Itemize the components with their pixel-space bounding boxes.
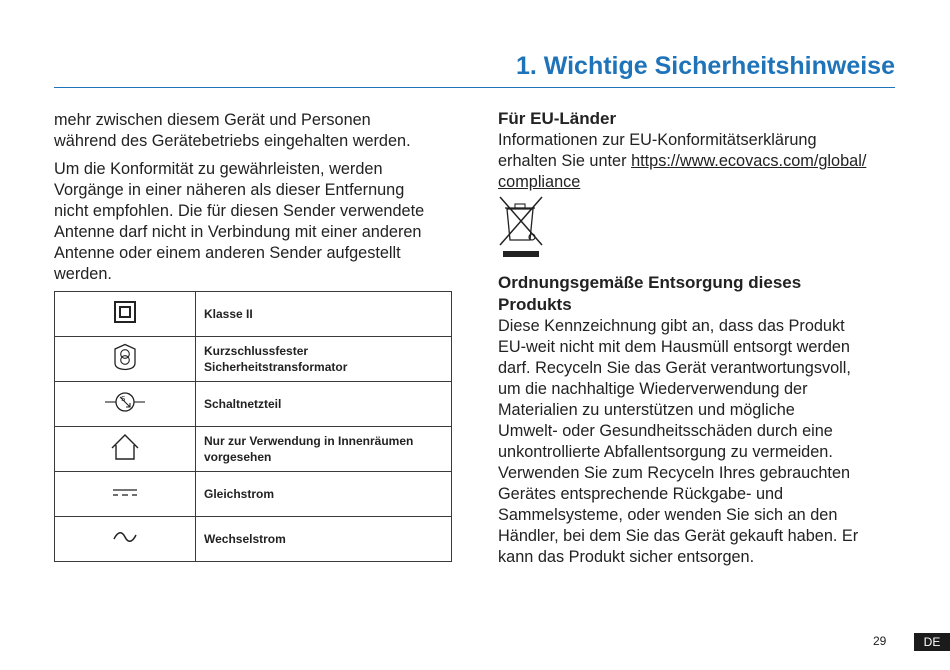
symbols-table xyxy=(54,291,452,562)
disposal-line: kann das Produkt sicher entsorgen. xyxy=(498,548,755,566)
disposal-line: unkontrollierte Abfallentsorgung zu vermeiden. xyxy=(498,443,833,461)
disposal-text xyxy=(498,316,898,568)
crossed-out-wheelie-bin-icon xyxy=(498,195,544,259)
disposal-line: Händler, bei dem Sie das Gerät gekauft haben. Er xyxy=(498,527,859,545)
direct-current-icon xyxy=(112,486,138,498)
left-column xyxy=(54,110,464,292)
table-row xyxy=(55,517,452,562)
right-column xyxy=(498,108,898,568)
symbol-label: Wechselstrom xyxy=(196,517,452,562)
table-row xyxy=(55,292,452,337)
disposal-line: Materialien zu unterstützen und mögliche xyxy=(498,401,795,419)
language-badge: DE xyxy=(914,633,950,651)
class-ii-icon xyxy=(113,300,137,324)
table-row xyxy=(55,472,452,517)
disposal-line: Umwelt- oder Gesundheitsschäden durch eine xyxy=(498,422,833,440)
page-title: 1. Wichtige Sicherheitshinweise xyxy=(515,52,895,80)
table-row xyxy=(55,382,452,427)
alternating-current-icon xyxy=(112,530,138,544)
disposal-line: Diese Kennzeichnung gibt an, dass das Produkt xyxy=(498,317,845,335)
svg-text:S: S xyxy=(121,394,126,403)
switch-mode-power-supply-icon xyxy=(102,388,148,416)
table-row xyxy=(55,427,452,472)
symbol-label: Kurzschlussfester Sicherheitstransformator xyxy=(196,337,452,382)
table-row xyxy=(55,337,452,382)
eu-text-line-2: erhalten Sie unter xyxy=(498,152,632,170)
eu-heading: Für EU-Länder xyxy=(498,109,617,128)
weee-symbol xyxy=(498,195,898,264)
symbol-label: Gleichstrom xyxy=(196,472,452,517)
short-circuit-proof-transformer-icon xyxy=(112,343,138,371)
symbol-label: Schaltnetzteil xyxy=(196,382,452,427)
disposal-line: um die nachhaltige Wiederverwendung der xyxy=(498,380,808,398)
compliance-link-continued[interactable]: compliance xyxy=(498,173,581,191)
paragraph-distance: mehr zwischen diesem Gerät und Personen während des Gerätebetriebs eingehalten werden. xyxy=(54,111,411,150)
disposal-line: Verwenden Sie zum Recyceln Ihres gebrauchten xyxy=(498,464,851,482)
disposal-line: darf. Recyceln Sie das Gerät verantwortungsvoll, xyxy=(498,359,851,377)
symbol-label: Nur zur Verwendung in Innenräumen vorgesehen xyxy=(196,427,452,472)
indoor-use-only-icon xyxy=(110,433,140,461)
disposal-line: EU-weit nicht mit dem Hausmüll entsorgt werden xyxy=(498,338,850,356)
page-number: 29 xyxy=(873,634,887,648)
title-rule xyxy=(54,87,895,88)
disposal-heading: Ordnungsgemäße Entsorgung dieses Produkts xyxy=(498,273,802,314)
eu-text xyxy=(498,130,898,193)
eu-text-line-1: Informationen zur EU-Konformitätserklärung xyxy=(498,131,817,149)
disposal-line: Gerätes entsprechende Rückgabe- und xyxy=(498,485,784,503)
symbol-label: Klasse II xyxy=(196,292,452,337)
compliance-link[interactable]: https://www.ecovacs.com/global/ xyxy=(631,152,867,170)
disposal-line: Sammelsysteme, oder wenden Sie sich an den xyxy=(498,506,838,524)
paragraph-conformity: Um die Konformität zu gewährleisten, werden Vorgänge in einer näheren als dieser Entfernung nicht empfohlen. Die für diesen Sender verwendete Antenne darf nicht in Verbindung mit einer anderen Antenne oder einem anderen Sender aufgestellt werden. xyxy=(54,160,425,283)
